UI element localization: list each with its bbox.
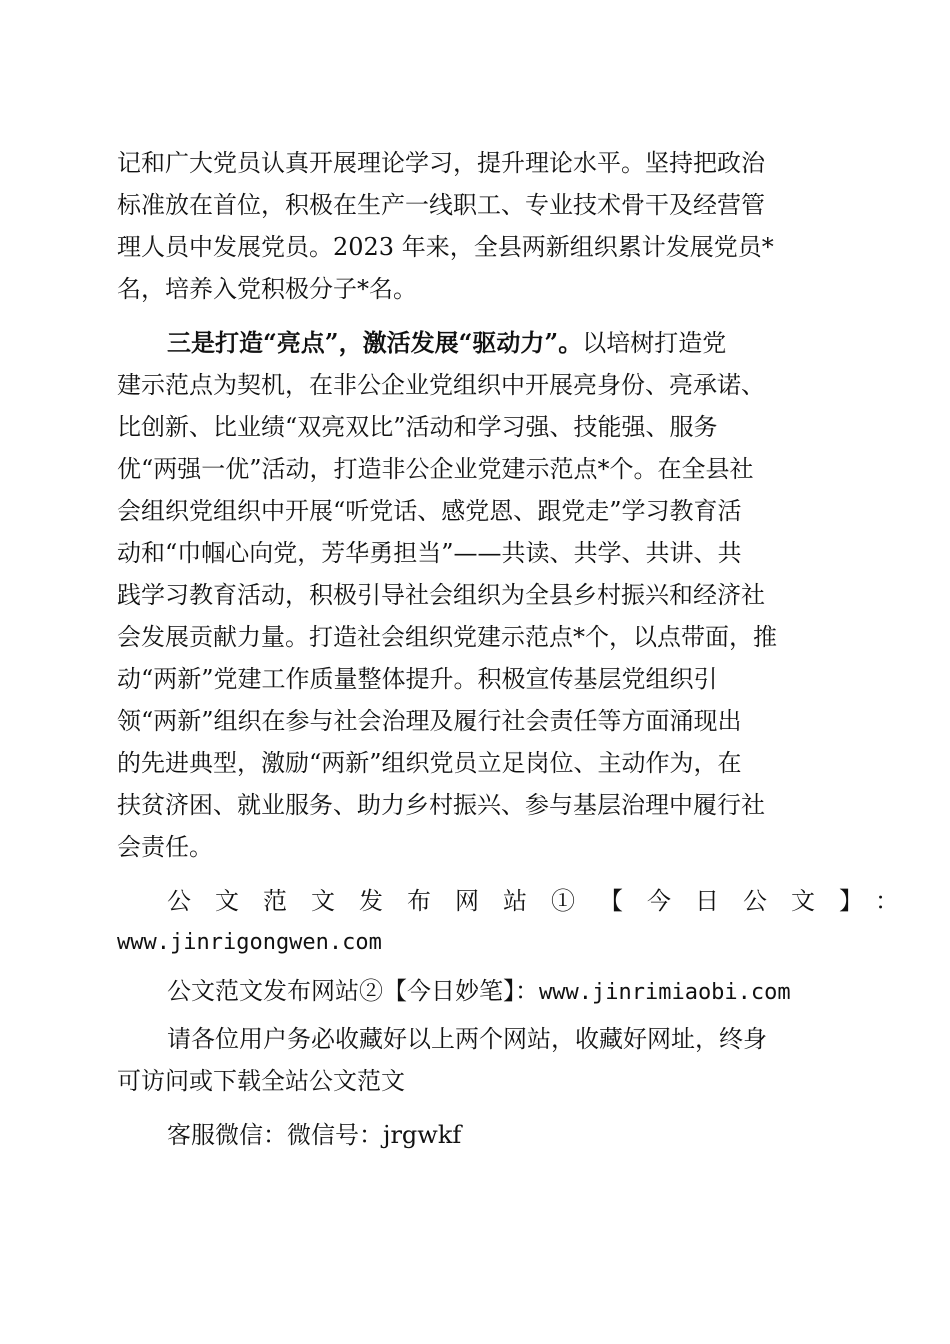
text-line: 的先进典型，激励“两新”组织党员立足岗位、主动作为，在 (117, 749, 742, 777)
text-line: 领“两新”组织在参与社会治理及履行社会责任等方面涌现出 (117, 707, 742, 735)
notice-line-2: 可访问或下载全站公文范文 (117, 1067, 405, 1095)
text-line: 标准放在首位，积极在生产一线职工、专业技术骨干及经营管 (117, 191, 765, 219)
footer-site-2 (117, 970, 823, 1012)
document-page (117, 142, 923, 1156)
section-heading: 三是打造“亮点”，激活发展“驱动力”。 (167, 328, 583, 357)
paragraph-2 (117, 322, 823, 868)
site-1-label (117, 880, 923, 922)
text-line: 扶贫济困、就业服务、助力乡村振兴、参与基层治理中履行社 (117, 791, 765, 819)
text-line: 动“两新”党建工作质量整体提升。积极宣传基层党组织引 (117, 665, 718, 693)
footer-notice (117, 1018, 823, 1102)
text-line: 理人员中发展党员。2023 年来，全县两新组织累计发展党员* (117, 233, 774, 261)
site-2-url[interactable]: www.jinrimiaobi.com (539, 980, 791, 1005)
text-line: 比创新、比业绩“双亮双比”活动和学习强、技能强、服务 (117, 413, 718, 441)
text-line: 建示范点为契机，在非公企业党组织中开展亮身份、亮承诺、 (117, 371, 765, 399)
notice-line-1: 请各位用户务必收藏好以上两个网站，收藏好网址，终身 (167, 1025, 767, 1053)
text-line: 优“两强一优”活动，打造非公企业党建示范点*个。在全县社 (117, 455, 754, 483)
text-line: 会发展贡献力量。打造社会组织党建示范点*个，以点带面，推 (117, 623, 777, 651)
footer-wechat (117, 1114, 823, 1156)
site-1-label-text: 公文范文发布网站①【今日公文】： (167, 887, 923, 915)
text-line: 动和“巾帼心向党，芳华勇担当”——共读、共学、共讲、共 (117, 539, 742, 567)
site-2-line (117, 970, 823, 1012)
paragraph-gap (117, 310, 823, 322)
paragraph-1 (117, 142, 823, 310)
site-1-url[interactable]: www.jinrigongwen.com (117, 930, 382, 955)
text-line: 记和广大党员认真开展理论学习，提升理论水平。坚持把政治 (117, 149, 765, 177)
footer-site-1 (117, 880, 923, 964)
heading-continuation: 以培树打造党 (582, 329, 727, 357)
text-line: 会组织党组织中开展“听党话、感党恩、跟党走”学习教育活 (117, 497, 742, 525)
text-line-first (117, 322, 823, 364)
wechat-line: 客服微信：微信号：jrgwkf (167, 1121, 462, 1149)
text-line: 会责任。 (117, 833, 213, 861)
text-line: 践学习教育活动，积极引导社会组织为全县乡村振兴和经济社 (117, 581, 765, 609)
paragraph-gap (117, 868, 823, 880)
footer-gap (117, 1102, 823, 1114)
text-line: 名，培养入党积极分子*名。 (117, 275, 417, 303)
site-2-label: 公文范文发布网站②【今日妙笔】： (167, 977, 539, 1005)
